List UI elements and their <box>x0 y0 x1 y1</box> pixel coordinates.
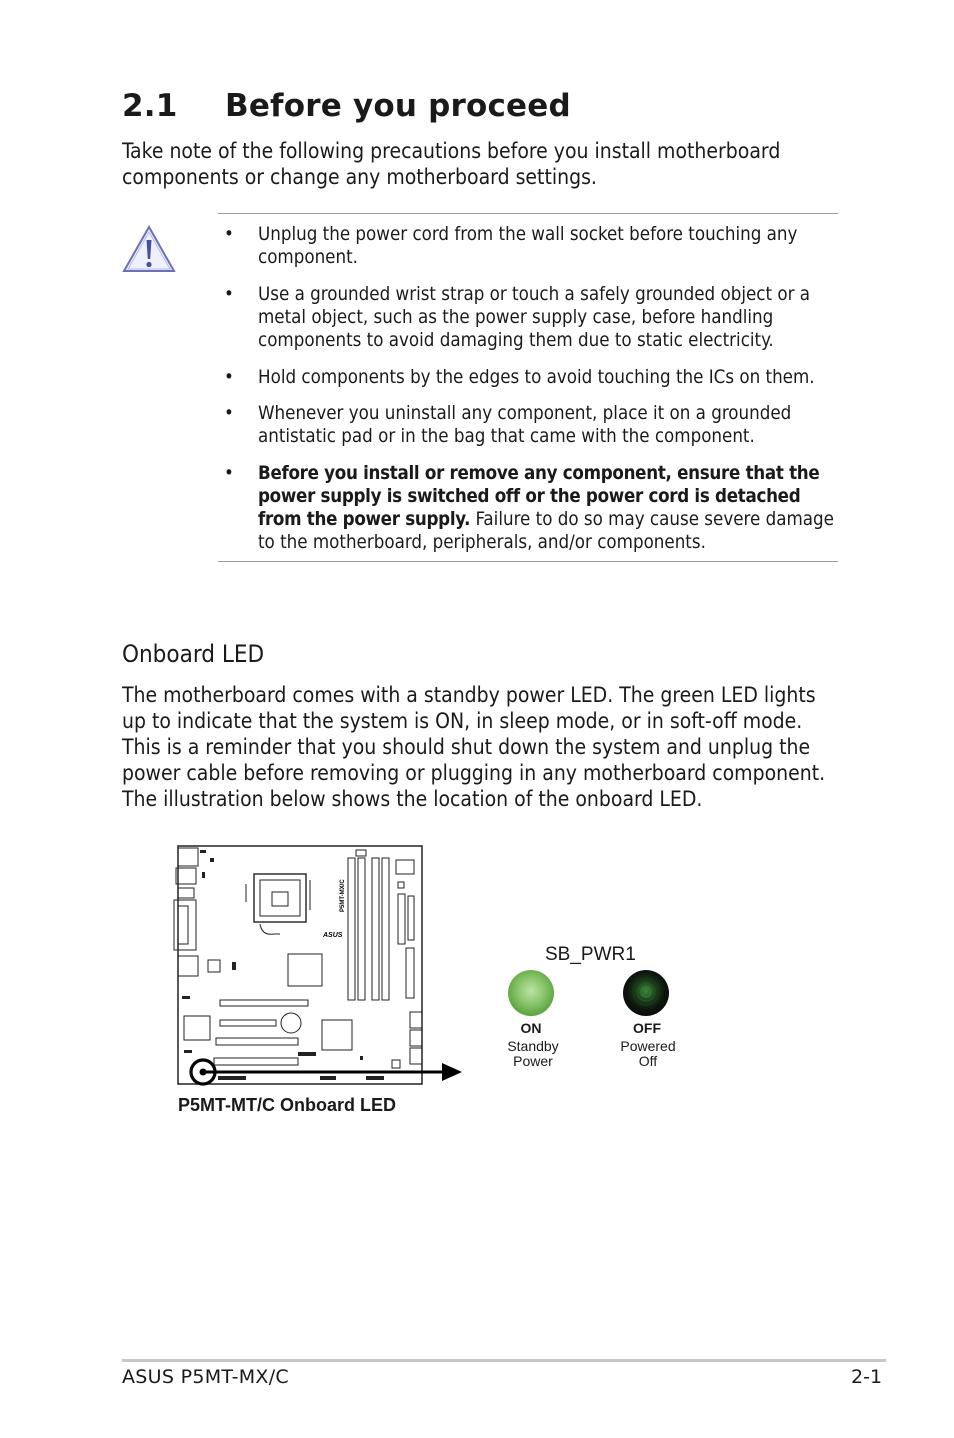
intro-paragraph: Take note of the following precautions before you install motherboard components or change any motherboard settings. <box>122 139 781 189</box>
led-on-icon <box>508 970 554 1016</box>
motherboard-diagram <box>170 840 470 1090</box>
precaution-text: Use a grounded wrist strap or touch a safely grounded object or a metal object, such as the power supply case, before handling components to avoid damaging them due to static electricity. <box>258 284 811 351</box>
led-desc-line: Power <box>513 1053 553 1069</box>
footer-rule <box>122 1359 886 1362</box>
precautions-box <box>218 213 838 562</box>
battery <box>281 1013 301 1033</box>
led-off-rings <box>623 970 669 1016</box>
bullet-icon: • <box>224 284 234 305</box>
led-state-off: OFF <box>633 1020 661 1036</box>
figure-caption: P5MT-MT/C Onboard LED <box>178 1095 396 1115</box>
subsection-heading: Onboard LED <box>122 640 265 668</box>
precaution-text: Unplug the power cord from the wall socket before touching any component. <box>258 224 798 268</box>
footer-page-number: 2-1 <box>851 1366 883 1388</box>
board-model-label: P5MT-MX/C <box>340 879 346 912</box>
led-desc-line: Powered <box>620 1038 676 1054</box>
precaution-text: Hold components by the edges to avoid touching the ICs on them. <box>258 367 815 388</box>
brand-logo: ASUS <box>323 932 343 939</box>
precaution-text: Whenever you uninstall any component, place it on a grounded antistatic pad or in the bag that came with the component. <box>258 403 792 447</box>
led-desc-on <box>488 1039 578 1069</box>
bullet-icon: • <box>224 463 234 484</box>
pointer-arrow-icon <box>442 1063 462 1081</box>
led-desc-line: Off <box>638 1053 658 1069</box>
led-paragraph: The motherboard comes with a standby power LED. The green LED lights up to indicate that the system is ON, in sleep mode, or in soft-off mode. This is a reminder that you should shut down the system and unplug the power cable before removing or plugging in any motherboard component. The illustration below shows the location of the onboard LED. <box>122 683 826 811</box>
bullet-icon: • <box>224 367 234 388</box>
led-desc-off <box>603 1039 693 1069</box>
section-number: 2.1 <box>122 88 178 124</box>
precaution-rest: Failure to do so may cause severe damage to the motherboard, peripherals, and/or components. <box>258 509 834 553</box>
bullet-icon: • <box>224 224 234 245</box>
precaution-emphasis: Before you install or remove any component, ensure that the power supply is switched off or the power cord is detached from the power supply. <box>258 463 820 530</box>
precaution-text <box>258 462 838 554</box>
section-title: Before you proceed <box>225 88 571 124</box>
section-heading <box>122 88 571 124</box>
bullet-icon: • <box>224 403 234 424</box>
led-name-label: SB_PWR1 <box>545 944 636 965</box>
led-desc-line: Standby <box>507 1038 559 1054</box>
led-state-on: ON <box>520 1020 542 1036</box>
caution-icon <box>122 224 176 274</box>
footer-product: ASUS P5MT-MX/C <box>122 1366 289 1388</box>
